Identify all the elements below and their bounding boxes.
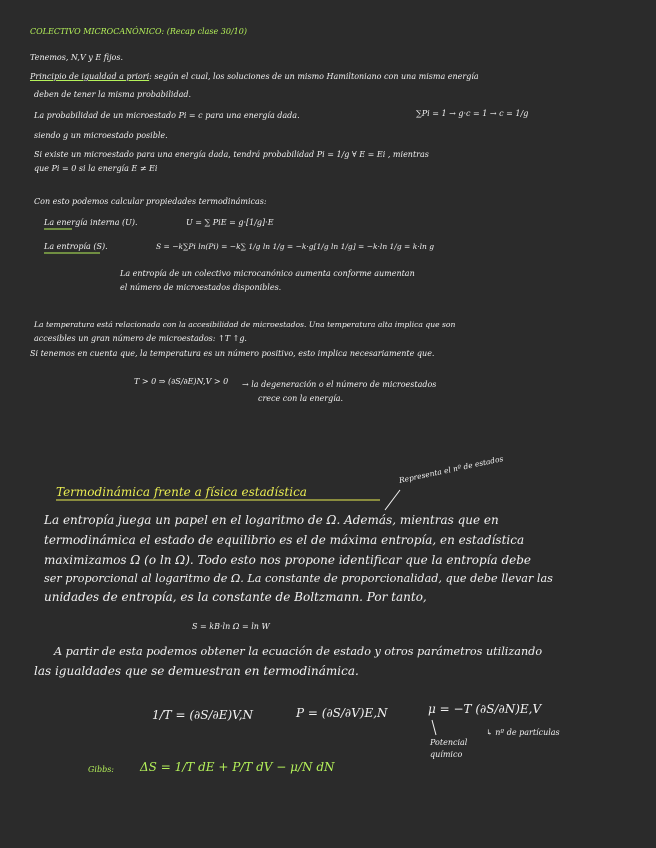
existence-line-2: que Pi = 0 si la energía E ≠ Ei <box>34 164 158 173</box>
temperature-line-2: accesibles un gran número de microestados: ↑T ↑g. <box>34 334 247 343</box>
gibbs-formula: ΔS = 1/T dE + P/T dV − μ/N dN <box>140 760 335 774</box>
chemical-potential-equation: μ = −T (∂S/∂N)E,V <box>428 702 542 716</box>
microstate-line: siendo g un microestado posible. <box>34 131 168 140</box>
compute-line: Con esto podemos calcular propiedades termodinámicas: <box>34 197 267 206</box>
gibbs-label: Gibbs: <box>88 765 114 774</box>
pressure-derivative-equation: P = (∂S/∂V)E,N <box>296 706 388 720</box>
mu-arrow <box>432 720 436 735</box>
boltzmann-equation: S = kB·ln Ω = ln W <box>192 622 270 631</box>
existence-line: Si existe un microestado para una energía dada, tendrá probabilidad Pi = 1/g ∀ E = Ei , mientras <box>34 150 429 159</box>
probability-formula: ∑Pi = 1 → g·c = 1 → c = 1/g <box>416 109 529 118</box>
entropy-label: La entropía (S). <box>44 242 108 251</box>
chemical-potential-label-1: Potencial <box>430 738 468 747</box>
degeneration-note-1: → la degeneración o el número de microestados <box>242 380 437 389</box>
temperature-formula: T > 0 ⇒ (∂S/∂E)N,V > 0 <box>134 377 229 386</box>
internal-energy-label: La energía interna (U). <box>44 218 138 227</box>
states-annotation: Representa el nº de estados <box>398 454 505 485</box>
internal-energy-formula: U = ∑ PiE = g·[1/g]·E <box>186 218 274 227</box>
principle-line-2: deben de tener la misma probabilidad. <box>34 90 192 99</box>
paragraph-line-5: unidades de entropía, es la constante de Boltzmann. Por tanto, <box>44 590 427 604</box>
paragraph-line-1: La entropía juega un papel en el logaritmo de Ω. Además, mientras que en <box>44 513 499 527</box>
temperature-derivative-equation: 1/T = (∂S/∂E)V,N <box>152 708 254 722</box>
chemical-potential-label-2: químico <box>430 750 463 759</box>
degeneration-note-2: crece con la energía. <box>258 394 344 403</box>
paragraph-line-7: las igualdades que se demuestran en termodinámica. <box>34 664 359 678</box>
entropy-note-1: La entropía de un colectivo microcanónico aumenta conforme aumentan <box>120 269 415 278</box>
section-title: Termodinámica frente a física estadística <box>56 485 307 499</box>
particles-label: ↳ nº de partículas <box>486 728 560 737</box>
principle-text: : según el cual, los soluciones de un mismo Hamiltoniano con una misma energía <box>149 72 479 81</box>
entropy-note-2: el número de microestados disponibles. <box>120 283 282 292</box>
probability-line: La probabilidad de un microestado Pi = c para una energía dada. <box>34 111 300 120</box>
annotation-arrow <box>385 490 400 510</box>
temperature-line-1: La temperatura está relacionada con la accesibilidad de microestados. Una temperatura alta implica que son <box>34 320 456 329</box>
fixed-variables-line: Tenemos, N,V y E fijos. <box>30 53 124 62</box>
entropy-formula: S = −k∑Pi ln(Pi) = −k∑ 1/g ln 1/g = −k·g[1/g ln 1/g] = −k·ln 1/g = k·ln g <box>156 242 435 251</box>
paragraph-line-4: ser proporcional al logaritmo de Ω. La constante de proporcionalidad, que debe llevar las <box>44 572 553 585</box>
paragraph-line-3: maximizamos Ω (o ln Ω). Todo esto nos propone identificar que la entropía debe <box>44 553 532 567</box>
paragraph-line-2: termodinámica el estado de equilibrio es el de máxima entropía, en estadística <box>44 533 525 547</box>
paragraph-line-6: A partir de esta podemos obtener la ecuación de estado y otros parámetros utilizando <box>54 645 543 658</box>
notes-title: COLECTIVO MICROCANÓNICO: (Recap clase 30/10) <box>30 27 247 36</box>
temperature-line-3: Si tenemos en cuenta que, la temperatura es un número positivo, esto implica necesariamente que. <box>30 349 435 358</box>
principle-label: Principio de igualdad a priori <box>30 72 150 81</box>
